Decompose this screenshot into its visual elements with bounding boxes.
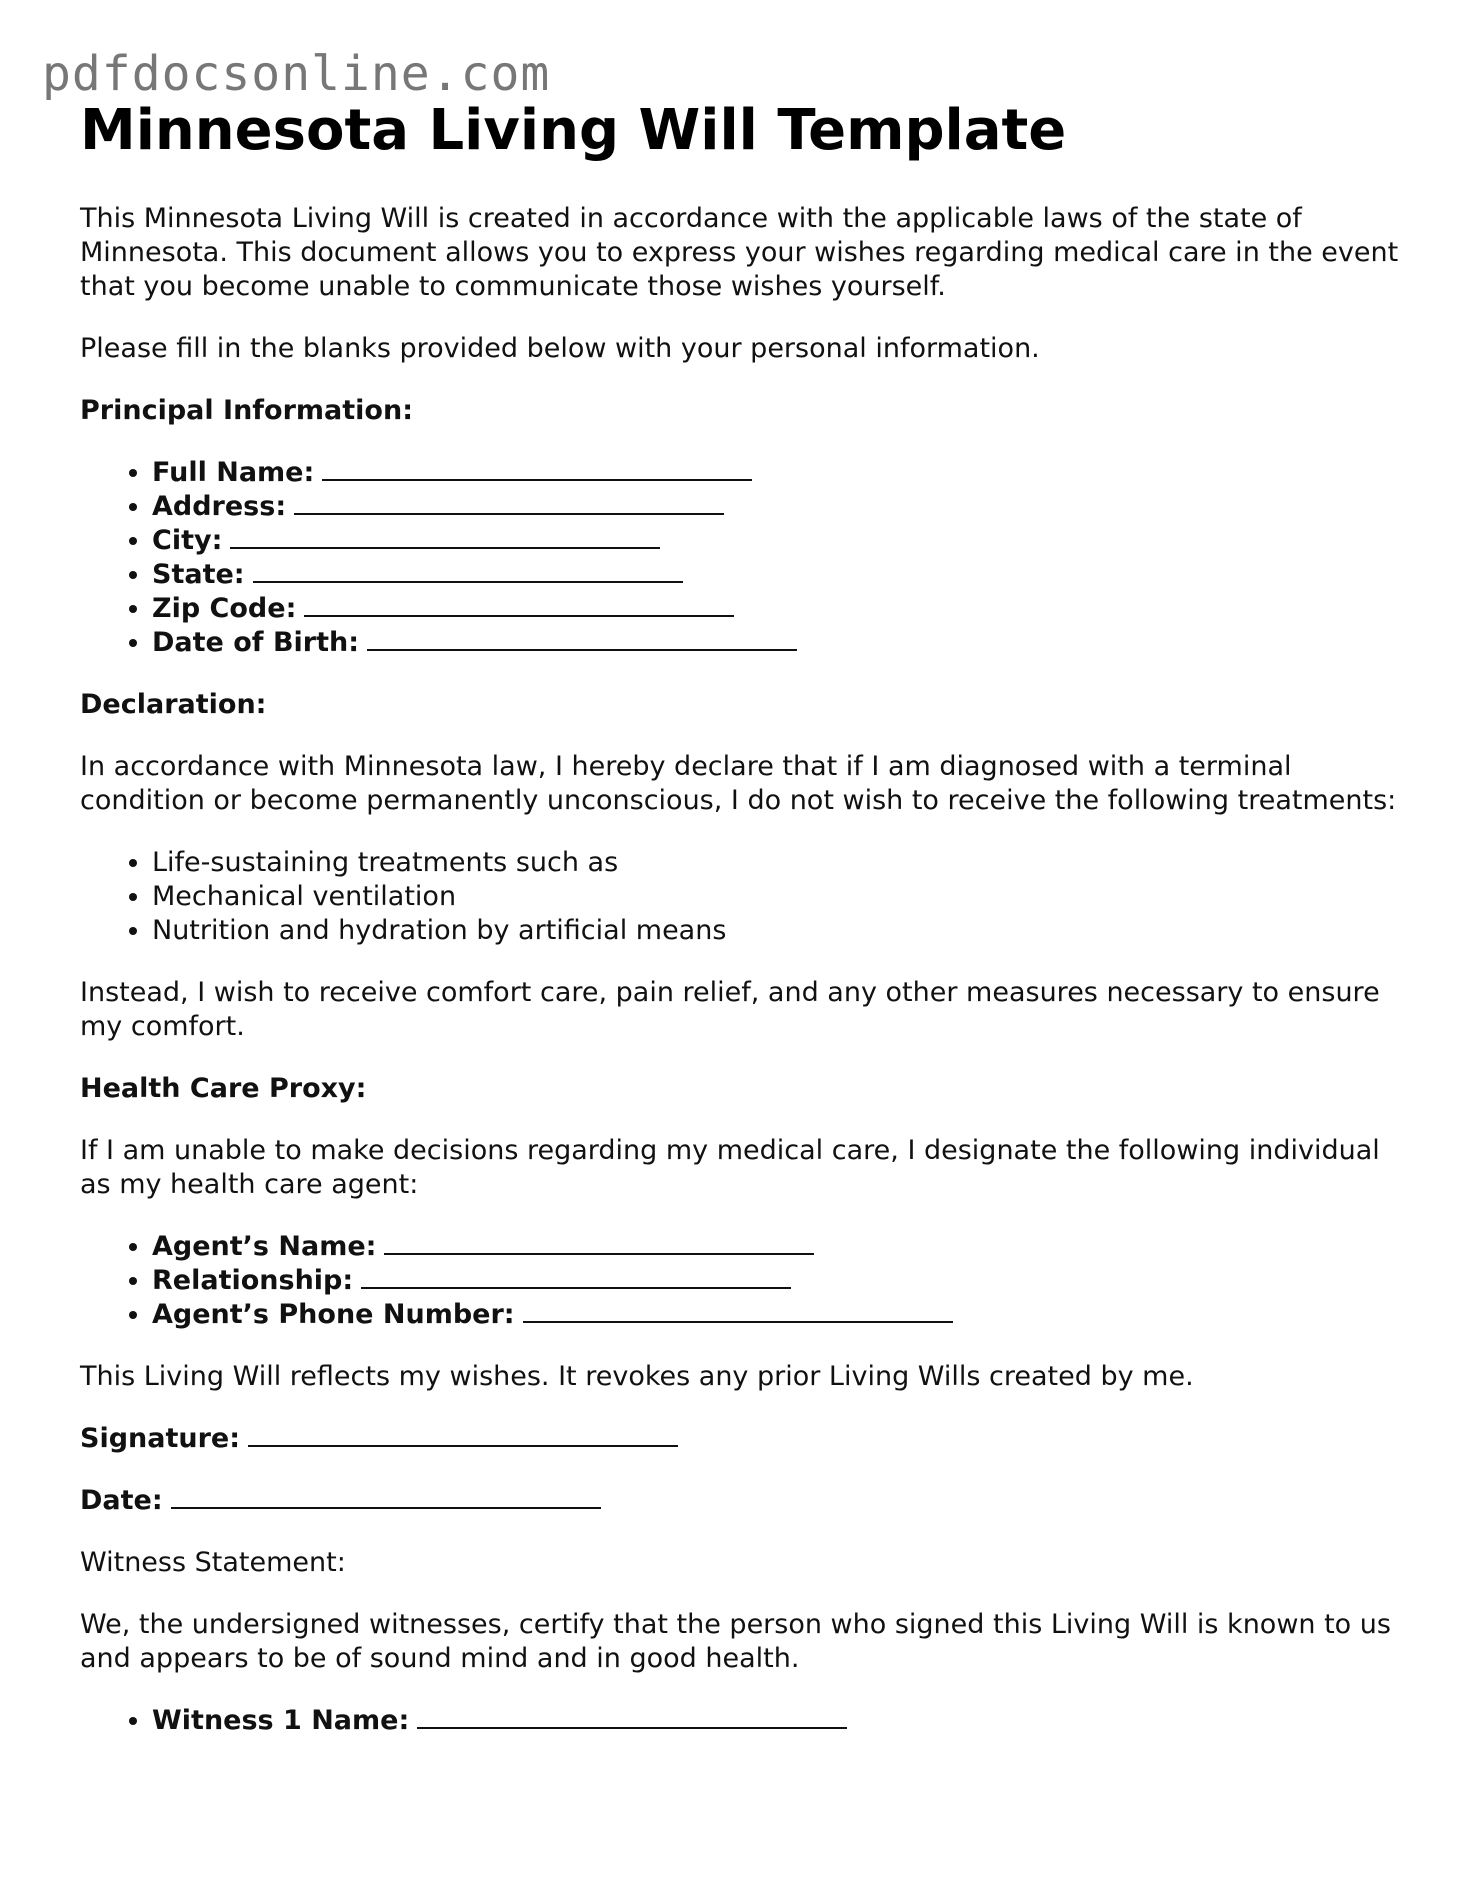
witness-fields-list bbox=[80, 1704, 1400, 1738]
blank-line bbox=[171, 1485, 601, 1509]
treatment-item: • Nutrition and hydration by artificial means bbox=[152, 914, 1400, 948]
field-agent-phone bbox=[152, 1298, 1400, 1332]
blank-line bbox=[322, 457, 752, 481]
field-witness-1-name bbox=[152, 1704, 1400, 1738]
field-agent-name bbox=[152, 1230, 1400, 1264]
blank-line bbox=[523, 1299, 953, 1323]
instruction-paragraph: Please fill in the blanks provided below with your personal information. bbox=[80, 332, 1040, 364]
reflects-paragraph: This Living Will reflects my wishes. It revokes any prior Living Wills created by me. bbox=[80, 1360, 1194, 1392]
declaration-heading: Declaration: bbox=[80, 688, 267, 720]
intro-paragraph: This Minnesota Living Will is created in accordance with the applicable laws of the state of Minnesota. This document allows you to express your wishes regarding medical care in the event that you become unable to communicate those wishes yourself. bbox=[80, 202, 1399, 302]
document-title: Minnesota Living Will Template bbox=[80, 98, 1067, 163]
field-label: Agent’s Phone Number: bbox=[152, 1298, 515, 1330]
blank-line bbox=[304, 593, 734, 617]
comfort-care-paragraph: Instead, I wish to receive comfort care, pain relief, and any other measures necessary to ensure my comfort. bbox=[80, 976, 1380, 1042]
date-line bbox=[80, 1484, 1400, 1518]
principal-fields-list bbox=[80, 456, 1400, 660]
blank-line bbox=[230, 525, 660, 549]
signature-label: Signature: bbox=[80, 1422, 241, 1454]
blank-line bbox=[253, 559, 683, 583]
blank-line bbox=[367, 627, 797, 651]
field-state bbox=[152, 558, 1400, 592]
field-label: Address: bbox=[152, 490, 287, 522]
field-label: Zip Code: bbox=[152, 592, 297, 624]
blank-line bbox=[361, 1265, 791, 1289]
field-full-name bbox=[152, 456, 1400, 490]
field-relationship bbox=[152, 1264, 1400, 1298]
proxy-heading: Health Care Proxy: bbox=[80, 1072, 367, 1104]
declaration-text: In accordance with Minnesota law, I hereby declare that if I am diagnosed with a terminal condition or become permanently unconscious, I do not wish to receive the following treatments: bbox=[80, 750, 1397, 816]
proxy-fields-list bbox=[80, 1230, 1400, 1332]
blank-line bbox=[294, 491, 724, 515]
treatments-list bbox=[80, 846, 1400, 948]
witness-text: We, the undersigned witnesses, certify that the person who signed this Living Will is known to us and appears to be of sound mind and in good health. bbox=[80, 1608, 1391, 1674]
field-label: City: bbox=[152, 524, 223, 556]
treatment-item: • Life-sustaining treatments such as bbox=[152, 846, 1400, 880]
date-label: Date: bbox=[80, 1484, 163, 1516]
field-address bbox=[152, 490, 1400, 524]
document-page bbox=[80, 100, 1400, 1766]
field-label: Relationship: bbox=[152, 1264, 354, 1296]
field-label: State: bbox=[152, 558, 245, 590]
field-label: Full Name: bbox=[152, 456, 315, 488]
field-label: Witness 1 Name: bbox=[152, 1704, 410, 1736]
field-zip-code bbox=[152, 592, 1400, 626]
proxy-text: If I am unable to make decisions regarding my medical care, I designate the following individual as my health care agent: bbox=[80, 1134, 1380, 1200]
field-date-of-birth bbox=[152, 626, 1400, 660]
treatment-item: • Mechanical ventilation bbox=[152, 880, 1400, 914]
field-city bbox=[152, 524, 1400, 558]
signature-line bbox=[80, 1422, 1400, 1456]
blank-line bbox=[384, 1231, 814, 1255]
witness-heading: Witness Statement: bbox=[80, 1546, 346, 1578]
blank-line bbox=[248, 1423, 678, 1447]
principal-heading: Principal Information: bbox=[80, 394, 414, 426]
field-label: Agent’s Name: bbox=[152, 1230, 377, 1262]
watermark-text: pdfdocsonline.com bbox=[42, 46, 551, 102]
blank-line bbox=[417, 1705, 847, 1729]
field-label: Date of Birth: bbox=[152, 626, 360, 658]
